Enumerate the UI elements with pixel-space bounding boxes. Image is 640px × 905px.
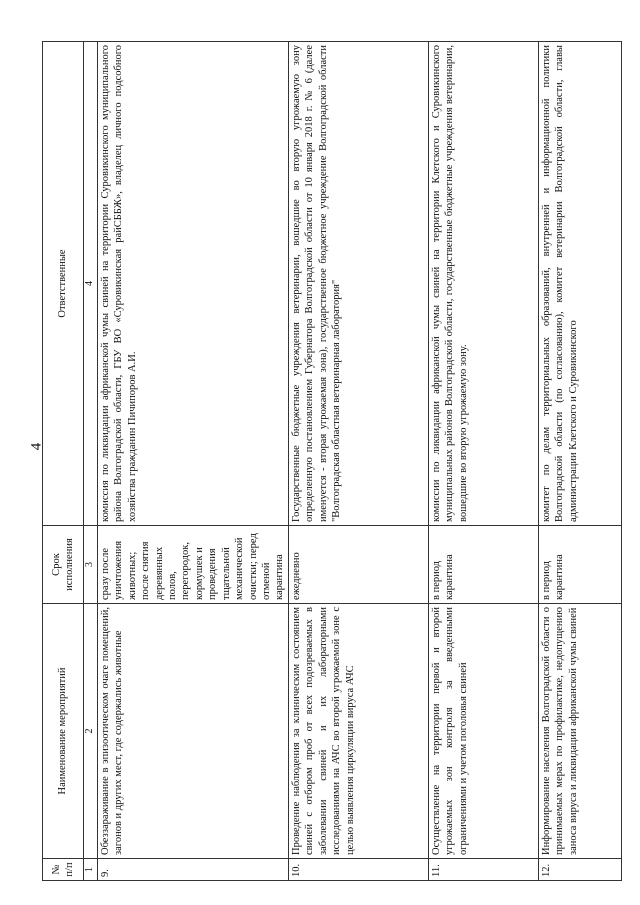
row-measure: Обеззараживание в эпизоотическом очаге помещений, загонов и других мест, где содержались животные — [97, 604, 288, 859]
table-row — [538, 42, 621, 881]
row-number: 10. — [288, 859, 428, 881]
row-responsible: комитет по делам территориальных образований, внутренней и информационной политики Волгоградской области (по согласованию), комитет ветеринарии Волгоградской области, главы администрации Клетского и Суровикинского — [538, 42, 621, 526]
table-row — [97, 42, 288, 881]
row-number: 12. — [538, 859, 621, 881]
measures-table — [42, 41, 622, 881]
row-number: 9. — [97, 859, 288, 881]
header-responsible: Ответственные — [43, 42, 84, 526]
row-term: в период карантина — [428, 526, 538, 604]
column-index: 1 — [84, 859, 98, 881]
row-term: в период карантина — [538, 526, 621, 604]
column-index: 3 — [84, 526, 98, 604]
table-header-row — [43, 42, 84, 881]
header-number: № п/п — [43, 859, 84, 881]
row-term: ежедневно — [288, 526, 428, 604]
row-responsible: комиссия по ликвидации африканской чумы свиней на территории Суровикинского муниципального района Волгоградской области, ГБУ ВО «Суровикинская райСББЖ», владелец личного подсобного хозяйства гражданин Пичипоров А.И. — [97, 42, 288, 526]
row-responsible: Государственные бюджетные учреждения ветеринарии, вошедшие во вторую угрожаемую зону определенную постановлением Губернатора Волгоградской области от 10 января 2018 г. № 6 (далее именуется - вторая угрожаемая зона), государственное бюджетное учреждение Волгоградской области "Волгоградская областная ветеринарная лаборатория" — [288, 42, 428, 526]
row-measure: Информирование населения Волгоградской области о принимаемых мерах по профилактике, недопущению заноса вируса и ликвидации африканской чумы свиней — [538, 604, 621, 859]
row-measure: Проведение наблюдения за клиническим состоянием свиней с отбором проб от всех подозреваемых в заболевании свиней и их лабораторными исследованиями на АЧС во второй угрожаемой зоне с целью выявления циркуляции вируса АЧС — [288, 604, 428, 859]
rotated-table-container — [42, 41, 622, 881]
row-measure: Осуществление на территории первой и второй угрожаемых зон контроля за введенными ограничениями и учетом поголовья свиней — [428, 604, 538, 859]
page-number: 4 — [28, 442, 45, 451]
header-term: Срок исполнения — [43, 526, 84, 604]
table-row — [288, 42, 428, 881]
column-index: 4 — [84, 42, 98, 526]
column-index-row — [84, 42, 98, 881]
row-responsible: комиссии по ликвидации африканской чумы свиней на территории Клетского и Суровикинского муниципальных районов Волгоградской области, государственные бюджетные учреждения ветеринарии, вошедшие во вторую угрожаемую зону. — [428, 42, 538, 526]
row-term: сразу после уничтожения животных; после снятия деревянных полов, перегородок, кормушек и проведения тщательной механической очистки; перед отменой карантина — [97, 526, 288, 604]
row-number: 11. — [428, 859, 538, 881]
column-index: 2 — [84, 604, 98, 859]
table-row — [428, 42, 538, 881]
header-name: Наименование мероприятий — [43, 604, 84, 859]
